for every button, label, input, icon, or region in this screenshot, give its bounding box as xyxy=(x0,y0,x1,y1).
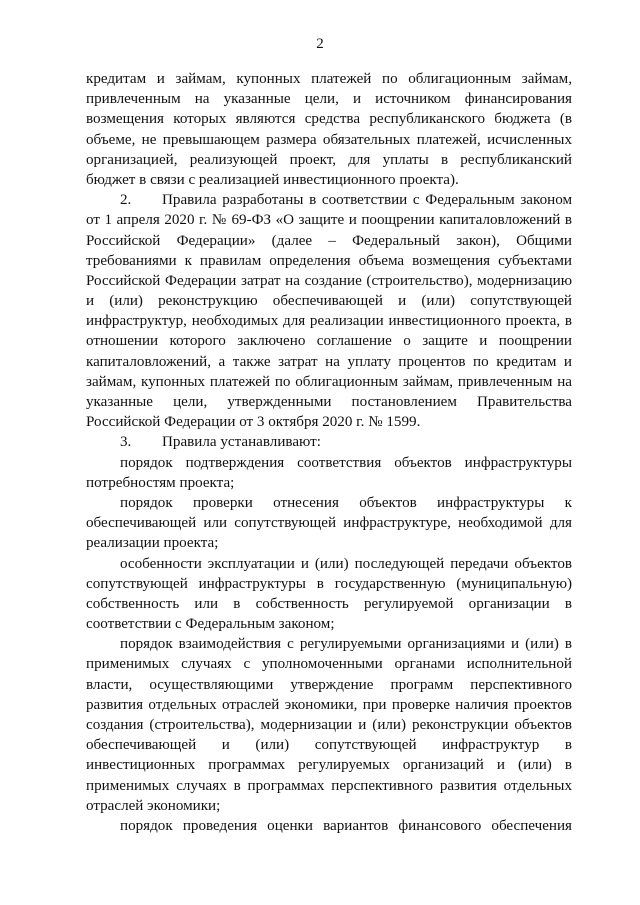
line-text: особенности эксплуатации и (или) последующей передачи объектов xyxy=(120,555,572,572)
text-line xyxy=(86,513,572,533)
text-line xyxy=(86,89,572,109)
document-body xyxy=(86,69,572,836)
line-text: бюджет в связи с реализацией инвестиционного проекта). xyxy=(86,171,459,188)
text-line xyxy=(86,412,572,432)
line-text: применимых случаях с уполномоченными органами исполнительной xyxy=(86,656,572,673)
text-line xyxy=(86,634,572,654)
line-text: Правила устанавливают: xyxy=(162,434,321,451)
text-line xyxy=(86,130,572,150)
text-line xyxy=(86,715,572,735)
text-line xyxy=(86,311,572,331)
line-text: привлеченным на указанные цели, и источником финансирования xyxy=(86,91,572,108)
text-line xyxy=(86,109,572,129)
text-line xyxy=(86,150,572,170)
line-text: объеме, не превышающем размера обязательных платежей, исчисленных xyxy=(86,131,572,148)
page-number: 2 xyxy=(316,36,324,52)
line-text: собственность или в собственность регулируемой организации в xyxy=(86,595,572,612)
line-text: требованиями к правилам определения объема возмещения субъектами xyxy=(86,252,572,269)
line-text: отношении которого заключено соглашение о защите и поощрении xyxy=(86,333,572,350)
paragraph-number: 2. xyxy=(120,192,132,209)
text-line xyxy=(86,251,572,271)
line-text: капиталовложений, а также затрат на уплату процентов по кредитам и xyxy=(86,353,572,370)
line-text: займам, купонных платежей по облигационным займам, привлеченным на xyxy=(86,373,572,390)
text-line xyxy=(86,231,572,251)
text-line xyxy=(86,533,572,553)
line-text: соответствии с Федеральным законом; xyxy=(86,616,335,633)
line-text: от 1 апреля 2020 г. № 69-ФЗ «О защите и поощрении капиталовложений в xyxy=(86,212,572,229)
line-text: порядок подтверждения соответствия объектов инфраструктуры xyxy=(120,454,572,471)
line-text: возмещения которых являются средства республиканского бюджета (в xyxy=(86,111,572,128)
line-text: отраслей экономики; xyxy=(86,797,221,814)
text-line xyxy=(86,675,572,695)
text-line xyxy=(86,331,572,351)
text-line xyxy=(86,170,572,190)
line-text: Правила разработаны в соответствии с Федеральным законом xyxy=(162,192,572,209)
line-text: инфраструктур, необходимых для реализации инвестиционного проекта, в xyxy=(86,313,572,330)
text-line xyxy=(86,271,572,291)
line-text: Российской Федерации от 3 октября 2020 г. № 1599. xyxy=(86,414,421,431)
line-text: порядок проведения оценки вариантов финансового обеспечения xyxy=(120,817,572,834)
text-line xyxy=(86,432,572,452)
line-text: организацией, реализующей проект, для уплаты в республиканский xyxy=(86,151,572,168)
text-line xyxy=(86,776,572,796)
text-line xyxy=(86,816,572,836)
line-text: создания (строительства), модернизации и (или) реконструкции объектов xyxy=(86,717,572,733)
line-text: кредитам и займам, купонных платежей по облигационным займам, xyxy=(86,71,572,87)
line-text: указанные цели, утвержденными постановлением Правительства xyxy=(86,394,572,410)
line-text: применимых случаях в программах перспективного развития отдельных xyxy=(86,777,572,794)
line-text: власти, осуществляющими утверждение программ перспективного xyxy=(86,676,572,693)
text-line xyxy=(86,493,572,513)
line-text: инвестиционных программах регулируемых организаций и (или) в xyxy=(86,757,572,774)
line-text: Российской Федерации затрат на создание (строительство), модернизацию xyxy=(86,272,572,289)
text-line xyxy=(86,352,572,372)
text-line xyxy=(86,594,572,614)
line-text: порядок взаимодействия с регулируемыми организациями и (или) в xyxy=(120,636,572,653)
text-line xyxy=(86,473,572,493)
line-text: потребностям проекта; xyxy=(86,474,235,491)
text-line xyxy=(86,554,572,574)
line-text: развития отдельных отраслей экономики, при проверке наличия проектов xyxy=(86,696,572,713)
text-line xyxy=(86,755,572,775)
text-line xyxy=(86,291,572,311)
text-line xyxy=(86,392,572,412)
text-line xyxy=(86,372,572,392)
line-text: порядок проверки отнесения объектов инфраструктуры к xyxy=(120,494,572,511)
text-line xyxy=(86,614,572,634)
text-line xyxy=(86,574,572,594)
text-line xyxy=(86,735,572,755)
text-line xyxy=(86,796,572,816)
paragraph-number: 3. xyxy=(120,434,132,451)
text-line xyxy=(86,453,572,473)
text-line xyxy=(86,190,572,210)
line-text: реализации проекта; xyxy=(86,535,219,552)
text-line xyxy=(86,695,572,715)
line-text: и (или) реконструкцию обеспечивающей и (или) сопутствующей xyxy=(86,293,572,310)
line-text: Российской Федерации» (далее – Федеральный закон), Общими xyxy=(86,232,572,249)
text-line xyxy=(86,210,572,230)
text-line xyxy=(86,69,572,89)
text-line xyxy=(86,654,572,674)
line-text: сопутствующей инфраструктуры в государственную (муниципальную) xyxy=(86,575,572,592)
line-text: обеспечивающей и (или) сопутствующей инфраструктур в xyxy=(86,737,572,754)
line-text: обеспечивающей или сопутствующей инфраструктуре, необходимой для xyxy=(86,515,572,532)
